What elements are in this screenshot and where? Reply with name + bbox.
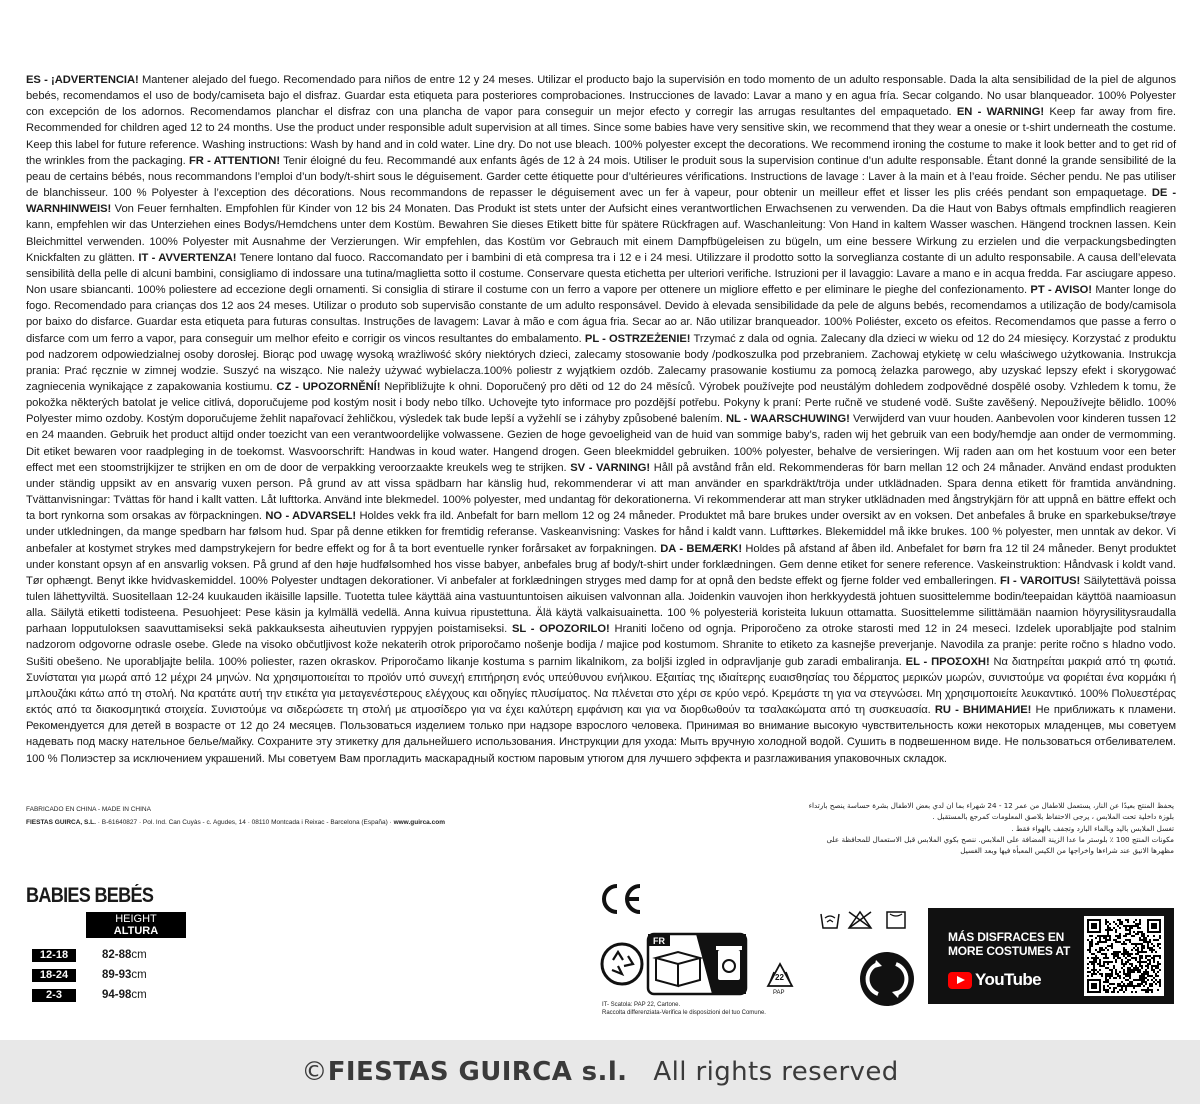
warning-language-heading: FI - VAROITUS! <box>999 574 1081 587</box>
warning-language-heading: SV - VARNING! <box>570 461 651 474</box>
size-height-value: 89-93 <box>102 969 132 981</box>
height-label: HEIGHT <box>115 913 157 925</box>
fr-badge: FR <box>653 936 665 946</box>
youtube-play-icon <box>948 972 972 989</box>
arabic-line: تغسل الملابس باليد وبالماء البارد وتجفف بالهواء فقط . <box>1011 823 1174 833</box>
promo-text <box>948 930 1070 958</box>
pap-disposal-text <box>602 1001 766 1017</box>
manufacturer-info <box>26 803 445 829</box>
warning-text: Trzymać z dala od ognia. Zalecany dla dzieci w wieku od 12 do 24 miesięcy. Korzystać z produktu pod nadzorem odpowiedzialnej osoby dorosłej. Biorąc pod uwagę wysoką wrażliwość skóry niektórych dzieci, zalecamy stosowanie body /podkoszulka pod przebraniem. Zachowaj etykietę w celu właściwego użytkowania. Instrukcja prania: Prać ręcznie w zimnej wodzie. Suszyć na wisząco. Nie należy używać wybielacza.100% poliestr z wyjątkiem ozdób. Zalecamy prasowanie kostiumu za pomocą żelazka parowego, aby uzyskać lepszy efekt i skorygować zagniecenia wynikające z zapakowania kostiumu. <box>26 332 1176 393</box>
warning-text: Mantener alejado del fuego. Recomendado para niños de entre 12 y 24 meses. Utilizar el producto bajo la supervisión en todo momento de un adulto responsable. Dada la alta sensibilidad de la piel de algunos bebés, recomendamos el uso de body/camiseta bajo el disfraz. Guardar esta etiqueta para posteriores comprobaciones. Instrucciones de lavado: Lavar a mano y en agua fría. Secar colgando. No usar blanqueador. 100% Polyester con excepción de los adornos. Recomendamos planchar el disfraz con una plancha de vapor para conseguir un mejor efecto y corregir las arrugas resultantes del empaquetado. <box>26 74 1176 119</box>
warnings-text-block <box>26 72 1176 767</box>
recycling-symbols-icon <box>600 930 814 996</box>
size-table <box>26 884 174 1001</box>
size-unit: cm <box>131 969 147 981</box>
size-age: 18-24 <box>32 969 76 982</box>
warning-text: Håll på avstånd från eld. Rekommenderas för barn mellan 12 och 24 månader. Använd endast produkten under ständig uppsikt av en ansvarig vuxen person. På grund av att vissa spädbarn har känslig hud, rekommenderar vi att man använder en sparkdräkt/tröja under utklädnaden. Spara denna etikett för framtida användning. Tvättanvisningar: Tvättas för hand i kallt vatten. Låt lufttorka. Använd inte blekmedel. 100% polyester, med undantag för dekorationerna. Vi rekommenderar att man stryker utklädnaden med ångstrykjärn för att uppnå en bättre effekt och ta bort rynkorna som orsakas av förpackningen. <box>26 461 1176 523</box>
ce-mark-icon <box>600 882 644 916</box>
warning-text: Nepřibližujte k ohni. Doporučený pro děti od 12 do 24 měsíců. Výrobek používejte pod neustálým dohledem zodpovědné dospělé osoby. Vzhledem k tomu, že pokožka některých batolat je velice citlivá, doporučujeme pod kostým nosit i body nebo tílko. Uchovejte tyto informace pro pozdější potřebu. Pokyny k praní: Perte ručně ve studené vodě. Sušte zavěšený. Nepoužívejte bělidlo. 100% Polyester mimo ozdoby. Kostým doporučujeme žehlit napařovací žehličkou, výsledek tak bude lepší a vyžehlí se i záhyby způsobené balením. <box>26 380 1176 426</box>
warning-language-heading: IT - AVVERTENZA! <box>138 251 237 264</box>
copyright-symbol: © <box>301 1057 328 1087</box>
size-age: 12-18 <box>32 949 76 962</box>
height-header <box>86 912 186 938</box>
warning-text: Holdes på afstand af åben ild. Anbefalet for børn fra 12 til 24 måneder. Benyt produktet under konstant opsyn af en ansvarlig voksen. På grund af den høje hudfølsomhed hos visse babyer, anbefales brug af body/t-shirt under forklædningen. Gem denne etiket for senere reference. Vaskeinstruktion: Håndvask i koldt vand. Tør ophængt. Benyt ikke hvidvaskemiddel. 100% Polyester undtagen dekorationer. Vi anbefaler at forklædningen stryges med damp for at opnå den bedste effekt og fjerne folder ved emballeringen. <box>26 542 1176 587</box>
youtube-wordmark: YouTube <box>975 970 1041 989</box>
warning-language-heading: EL - ΠΡΟΣΟΧΗ! <box>905 655 990 668</box>
warning-language-heading: ES - ¡ADVERTENCIA! <box>26 74 139 86</box>
warning-text: Не приближать к пламени. Рекомендуется для детей в возрасте от 12 до 24 месяцев. Пользоваться изделием только при надзоре взрослого человека. Принимая во внимание высокую чувствительность кожи некоторых младенцев, мы советуем надевать под маску нательное белье/майку. Сохраните эту этикетку для дальнейшего использования. Инструкции для ухода: Мыть вручную холодной водой. Сушить в подвешенном виде. Не пользоваться отбеливателем. 100 % Полиэстер за исключением украшений. Мы советуем Вам прогладить маскарадный костюм паровым утюгом для лучшего эффекта и разглаживания упаковочных складок. <box>26 704 1177 765</box>
arabic-warning-text <box>724 800 1174 856</box>
size-unit: cm <box>131 949 147 961</box>
promo-line: MÁS DISFRACES EN <box>948 930 1065 944</box>
size-row <box>32 988 147 1002</box>
warning-language-heading: PT - AVISO! <box>1030 284 1092 297</box>
warning-language-heading: NL - WAARSCHUWING! <box>725 413 850 426</box>
warning-language-heading: CZ - UPOZORNĚNÍ! <box>276 380 381 393</box>
warning-language-heading: FR - ATTENTION! <box>188 154 281 167</box>
warning-text: Tenere lontano dal fuoco. Raccomandato per i bambini di età compresa tra i 12 e i 24 mesi. Utilizzare il prodotto sotto la sorveglianza costante di un adulto responsabile. A causa dell’elevata sensibilità della pelle di alcuni bambini, consigliamo di indossare una tutina/maglietta sotto il costume. Conservare questa etichetta per ulteriori verifiche. Istruzioni per il lavaggio: Lavare a mano e in acqua fredda. Far asciugare appeso. Non usare sbiancanti. 100% poliestere ad eccezione degli ornamenti. Si consiglia di stirare il costume con un ferro a vapore per ottenere un migliore effetto e per eliminare le pieghe del confezionamento. <box>26 251 1176 297</box>
arabic-line: مظهرها الانيق عند شراءها واخراجها من الكيس المعبأة فيها وبعد الغسيل <box>960 846 1174 856</box>
warning-language-heading: RU - ВНИМАНИЕ! <box>934 704 1032 717</box>
warning-text: Tenir éloigné du feu. Recommandé aux enfants âgés de 12 à 24 mois. Utiliser le produit sous la supervision continue d’un adulte responsable. Étant donné la grande sensibilité de la peau de certains bébés, nous recommandons l’emploi d’un body/t-shirt sous le déguisement. Garder cette étiquette pour d’ultérieures vérifications. Instructions de lavage : Laver à la main et à l’eau froide. Sécher pendu. Ne pas utiliser de blanchisseur. 100 % Polyester à l’exception des décorations. Nous recommandons de repasser le déguisement avec un fer à vapeur, pour obtenir un meilleur effet et lisser les plis créés pendant son empaquetage. <box>26 154 1176 200</box>
promo-line: MORE COSTUMES AT <box>948 944 1071 958</box>
more-costumes-promo[interactable] <box>928 908 1174 1004</box>
made-in-text: FABRICADO EN CHINA - MADE IN CHINA <box>26 806 151 813</box>
footer-rights: All rights reserved <box>627 1057 899 1087</box>
warning-text: Να διατηρείται μακριά από τη φωτιά. Συνίσταται για μωρά από 12 μέχρι 24 μηνών. Να χρησιμοποιείται το προϊόν υπό συνεχή επιτήρηση ενός υπεύθυνου ενήλικου. Εξαιτίας της ιδιαίτερης ευαισθησίας του δέρματος μερικών μωρών, συνιστούμε να φοριέται ένα κορμάκι ή μπλουζάκι κάτω από τη στολή. Να κρατάτε αυτή την ετικέτα για μεταγενέστερους ελέγχους και οδηγίες πλυσίματος. Να πλένεται στο χέρι σε κρύο νερό. Κρεμάστε τη για να στεγνώσει. Μη χρησιμοποιείτε λευκαντικό. 100% Πολυεστέρας εκτός από τα διακοσμητικά στοιχεία. Συνιστούμε να σιδερώσετε τη στολή με ατμοσίδερο για να έχει καλύτερη εμφάνιση και για να διορθωθούν τα τσαλακώματα από τη συσκευασία. <box>26 655 1176 717</box>
arabic-line: يحفظ المنتج بعيدًا عن النار، يستعمل للاطفال من عمر 12 - 24 شهراء بما ان لدي بعض الاطفال بشرة حساسة ينصح بارتداء <box>808 801 1174 810</box>
size-height-value: 94-98 <box>102 989 132 1001</box>
warning-language-heading: EN - WARNING! <box>956 106 1045 119</box>
arabic-line: مكونات المنتج 100 ٪ بلوستر ما عدا الزينة المضافة على الملابس. ننصح بكوي الملابس قبل الاستعمال للمحافظة على <box>826 834 1174 844</box>
size-height-value: 82-88 <box>102 949 132 961</box>
care-symbols-icon <box>819 908 911 932</box>
company-website: www.guirca.com <box>393 819 445 826</box>
warning-text: Verwijderd van vuur houden. Aanbevolen voor kinderen tussen 12 en 24 maanden. Gebruik het product altijd onder toezicht van een verantwoordelijke volwassene. Gezien de hoge gevoeligheid van de huid van sommige baby’s, raden wij het gebruik van een body/hemdje aan onder de vermomming. Dit etiket bewaren voor raadpleging in de toekomst. Wasvoorschrift: Handwas in koud water. Hangend drogen. Geen bleekmiddel gebruiken. 100% polyester, behalve de versieringen. Wij raden aan om het kostuum voor een beter effect met een stoomstrijkijzer te strijken en om de door de verpakking veroorzaakte kreukels weg te strijken. <box>26 413 1177 474</box>
copyright-footer <box>0 1040 1200 1104</box>
pap-line: IT- Scatola: PAP 22, Cartone. <box>602 1002 681 1008</box>
size-row <box>32 948 147 962</box>
warning-language-heading: DA - BEMÆRK! <box>660 542 742 555</box>
warning-text: Von Feuer fernhalten. Empfohlen für Kinder von 12 bis 24 Monaten. Das Produkt ist stets unter der Aufsicht eines verantwortlichen Erwachsenen zu verwenden. Da die Haut von Babys oftmals empfindlich reagieren kann, empfehlen wir das Unterziehen eines Bodys/Hemdchens unter dem Kostüm. Bewahren Sie dieses Etikett bitte für spätere Rückfragen auf. Waschanleitung: Von Hand in kaltem Wasser waschen. Hängend trocknen lassen. Kein Bleichmittel verwenden. 100% Polyester mit Ausnahme der Verzierungen. Wir empfehlen, das Kostüm vor Gebrauch mit einem Dampfbügeleisen zu bügeln, um eine bessere Wirkung zu erzielen und die verpackungsbedingten Knickfalten zu glätten. <box>26 203 1176 264</box>
youtube-logo[interactable] <box>948 970 1041 990</box>
green-dot-icon <box>858 950 916 1008</box>
company-name: FIESTAS GUIRCA, S.L. <box>26 819 96 826</box>
size-height <box>102 989 147 1001</box>
altura-label: ALTURA <box>113 925 159 937</box>
qr-code-icon[interactable] <box>1084 916 1164 996</box>
arabic-line: بلوزة داخلية تحت الملابس ، يرجى الاحتفاظ بلاصق المعلومات كمرجع بالمستقبل . <box>932 812 1174 822</box>
warning-text: Manter longe do fogo. Recomendado para crianças dos 12 aos 24 meses. Utilizar o produto sob supervisão constante de um adulto responsável. Devido à elevada sensibilidade da pele de alguns bebés, recomendamos a utilização de body/camisola por baixo do disfarce. Guardar esta etiqueta para futuras consultas. Instruções de lavagem: Lavar à mão e com água fria. Secar ao ar. Não utilizar branqueador. 100% Poliéster, exceto os efeitos. Recomendamos que passe a ferro o disfarce com um ferro a vapor, para conseguir um melhor efeito e corrigir os vincos resultantes do embalamento. <box>26 284 1176 345</box>
warning-text: Säilytettävä poissa tulen lähettyviltä. Suositellaan 12-24 kuukauden ikäisille lapsille. Tuotetta tulee käyttää aina vastuuntuntoisen aikuisen valvonnan alla. Joidenkin vauvojen ihon herkkyydestä johtuen suosittelemme bodin/teepaidan käyttöä naamioasun alla. Säilytä etiketti todisteena. Pesuohjeet: Pese käsin ja kylmällä vedellä. Anna kuivua ripustettuna. Älä käytä valkaisuainetta. 100 % polyesteriä koristeita lukuun ottamatta. Suosittelemme silittämään naamion höyrysilitysraudalla parhaan lopputuloksen saavuttamiseksi sekä pakkauksesta aiheutuvien ryppyjen poistamiseksi. <box>26 574 1176 636</box>
warning-language-heading: SL - OPOZORILO! <box>511 623 610 636</box>
warning-language-heading: DE - WARNHINWEIS! <box>26 187 1176 216</box>
footer-brand: FIESTAS GUIRCA s.l. <box>327 1057 628 1087</box>
size-table-title: BABIES BEBÉS <box>26 884 154 907</box>
warning-text: Hraniti ločeno od ognja. Priporočeno za otroke starosti med 12 in 24 meseci. Izdelek uporabljajte pod stalnim nadzorom odgovorne odrasle osebe. Glede na visoko občutljivost kože nekaterih otrok priporočamo nošenje bodija / majice pod kostumom. Shranite to etiketo za kasnejše preverjanje. Navodila za pranje: perite ročno s hladno vodo. Sušiti obešeno. Ne uporabljajte belila. 100% poliester, razen okraskov. Priporočamo likanje kostuma s parnim likalnikom, za boljši izgled in odpravljanje gub zaradi embaliranja. <box>26 623 1176 668</box>
size-unit: cm <box>131 989 147 1001</box>
size-row <box>32 968 147 982</box>
size-height <box>102 969 147 981</box>
warning-text: Holdes vekk fra ild. Anbefalt for barn mellom 12 og 24 måneder. Produktet må bare brukes under oversikt av en voksen. Det anbefales å bruke en sparkebukse/trøye under utkledningen, da mange spedbarn har følsom hud. Spar på denne etikken for fremtidig referanse. Vaskeanvisning: Vaskes for hånd i kaldt vann. Lufttørkes. Blekemiddel må ikke brukes. 100 % polyester, men unntak av dekor. Vi anbefaler at kostymet strykes med dampstrykejern for bedre effekt og for å ta bort eventuelle rynker forårsaket av forpakningen. <box>26 510 1176 555</box>
size-height <box>102 949 147 961</box>
pap-label: PAP <box>773 990 785 996</box>
size-age: 2-3 <box>32 989 76 1002</box>
pap-line: Raccolta differenziata-Verifica le disposizioni del tuo Comune. <box>602 1010 766 1016</box>
company-line <box>26 816 445 829</box>
company-address: · B-61640827 · Pol. Ind. Can Cuyàs - c. Agudes, 14 · 08110 Montcada i Reixac - Barcelona (España) · <box>95 819 394 826</box>
warning-language-heading: PL - OSTRZEŻENIE! <box>584 332 691 345</box>
warning-language-heading: NO - ADVARSEL! <box>265 510 357 523</box>
warning-text: Keep far away from fire. Recommended for children aged 12 to 24 months. Use the product under responsible adult supervision at all times. Since some babies have very sensitive skin, we recommend that they wear a onesie or t-shirt underneath the costume. Keep this label for future reference. Washing instructions: Wash by hand and in cold water. Line dry. Do not use bleach. 100% polyester except the decorations. We recommend ironing the costume to make it look better and to get rid of the wrinkles from the packaging. <box>26 106 1176 167</box>
pap-number: 22 <box>775 973 784 982</box>
